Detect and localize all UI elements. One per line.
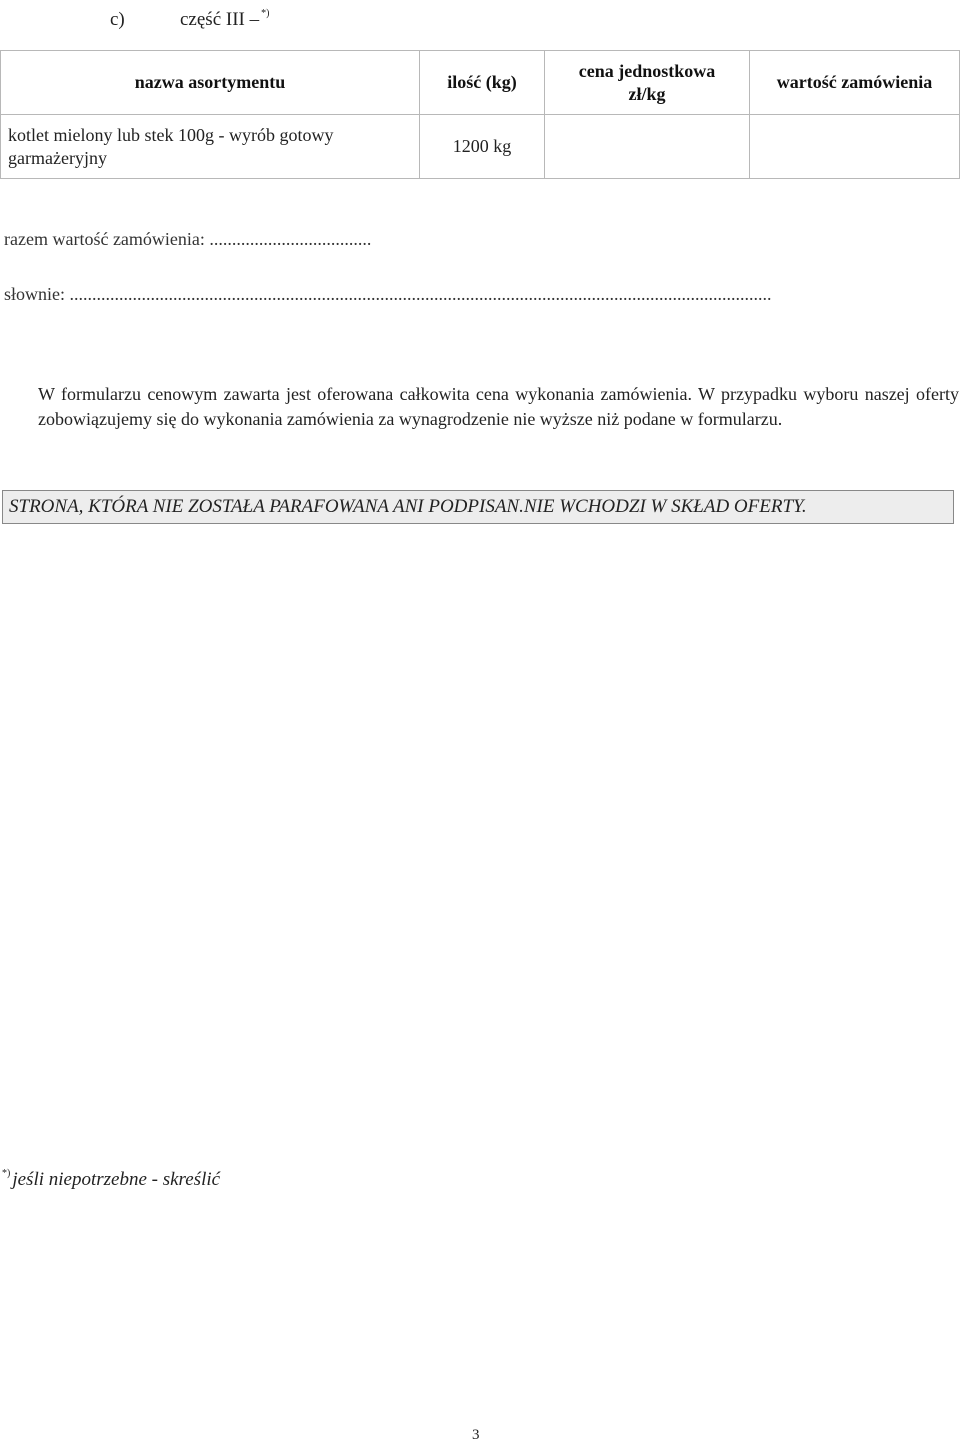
section-title: część III –: [180, 9, 260, 30]
footnote-marker: *): [2, 1168, 11, 1179]
cell-product-name: kotlet mielony lub stek 100g - wyrób gotowy garmażeryjny: [1, 115, 420, 179]
header-product-name: nazwa asortymentu: [1, 51, 420, 115]
total-in-words-line: słownie: ............................................................................................................................................................: [4, 284, 772, 304]
cell-order-value[interactable]: [750, 115, 960, 179]
cell-unit-price[interactable]: [545, 115, 750, 179]
header-unit-price-line2: zł/kg: [628, 83, 666, 104]
section-footnote-marker: *): [261, 8, 270, 19]
section-letter: c): [110, 9, 125, 30]
footnote-text: jeśli niepotrzebne - skreślić: [12, 1169, 221, 1190]
price-table-header-row: [1, 51, 960, 115]
header-quantity: ilość (kg): [420, 51, 545, 115]
header-order-value: wartość zamówienia: [750, 51, 960, 115]
price-table: [0, 50, 960, 179]
offer-statement: W formularzu cenowym zawarta jest oferowana całkowita cena wykonania zamówienia. W przypadku wyboru naszej oferty zobowiązujemy się do wykonania zamówienia za wynagrodzenie nie wyższe niż podane w formularzu.: [38, 384, 959, 429]
unsigned-page-watermark: STRONA, KTÓRA NIE ZOSTAŁA PARAFOWANA ANI PODPISAN.NIE WCHODZI W SKŁAD OFERTY.: [2, 490, 954, 524]
section-heading: [110, 2, 269, 32]
total-order-value-line: razem wartość zamówienia: ....................................: [4, 229, 372, 249]
header-unit-price-line1: cena jednostkowa: [578, 60, 716, 81]
cell-quantity: 1200 kg: [420, 115, 545, 179]
table-row: [1, 115, 960, 179]
page-number: 3: [472, 1427, 480, 1443]
header-unit-price: [545, 51, 750, 115]
footnote: [2, 1162, 220, 1192]
